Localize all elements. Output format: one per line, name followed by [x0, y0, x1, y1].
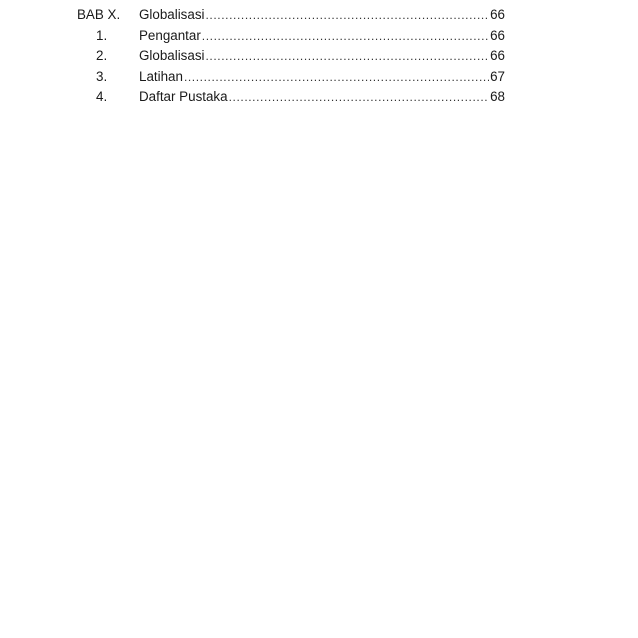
toc-entry	[139, 46, 505, 67]
page-number: 66	[490, 27, 505, 43]
chapter-title: Globalisasi	[139, 7, 205, 22]
toc-entry	[139, 67, 505, 88]
toc-entry	[139, 87, 505, 108]
item-title: Latihan	[139, 68, 183, 84]
toc-item-row[interactable]	[0, 87, 638, 108]
toc-item-row[interactable]	[0, 67, 638, 88]
item-number: 4.	[96, 89, 108, 105]
table-of-contents	[0, 5, 638, 108]
page-number: 66	[490, 7, 505, 22]
page-number: 67	[490, 68, 505, 84]
item-title: Globalisasi	[139, 48, 205, 64]
toc-item-row[interactable]	[0, 46, 638, 67]
toc-item-row[interactable]	[0, 26, 638, 47]
dot-leader	[184, 67, 489, 88]
item-title: Pengantar	[139, 27, 201, 43]
item-number: 2.	[96, 48, 108, 64]
dot-leader	[206, 46, 490, 67]
page-number: 66	[490, 48, 505, 64]
toc-entry	[139, 26, 505, 47]
chapter-number: BAB X.	[77, 7, 121, 22]
page-number: 68	[490, 89, 505, 105]
item-number: 3.	[96, 68, 108, 84]
dot-leader	[206, 5, 490, 26]
item-number: 1.	[96, 27, 108, 43]
dot-leader	[229, 87, 490, 108]
toc-entry	[139, 5, 505, 26]
dot-leader	[202, 26, 489, 47]
toc-chapter-row[interactable]	[0, 5, 638, 26]
item-title: Daftar Pustaka	[139, 89, 228, 105]
